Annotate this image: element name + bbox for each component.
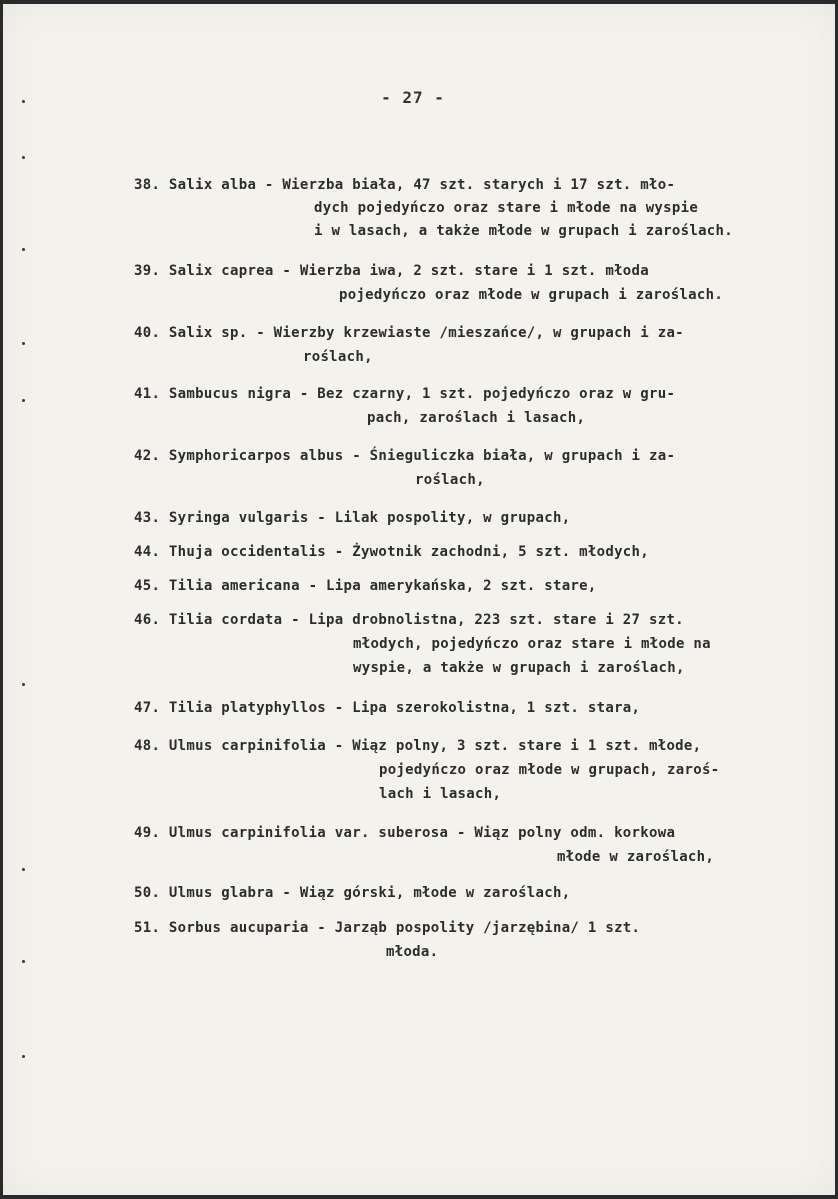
entry-46-line-2: młodych, pojedyńczo oraz stare i młode na [353, 636, 711, 652]
binder-hole-mark [22, 960, 25, 963]
entry-38-line-1: 38. Salix alba - Wierzba biała, 47 szt. starych i 17 szt. mło- [134, 177, 676, 193]
entry-46-line-1: 46. Tilia cordata - Lipa drobnolistna, 223 szt. stare i 27 szt. [134, 612, 684, 628]
entry-48-line-1: 48. Ulmus carpinifolia - Wiąz polny, 3 szt. stare i 1 szt. młode, [134, 738, 702, 754]
entry-49-line-2: młode w zaroślach, [557, 849, 715, 865]
entry-49-line-1: 49. Ulmus carpinifolia var. suberosa - Wiąz polny odm. korkowa [134, 825, 676, 841]
entry-39-line-1: 39. Salix caprea - Wierzba iwa, 2 szt. stare i 1 szt. młoda [134, 263, 649, 279]
entry-41-line-2: pach, zaroślach i lasach, [367, 410, 586, 426]
entry-41-line-1: 41. Sambucus nigra - Bez czarny, 1 szt. pojedyńczo oraz w gru- [134, 386, 676, 402]
entry-45-line-1: 45. Tilia americana - Lipa amerykańska, 2 szt. stare, [134, 578, 597, 594]
document-page [3, 4, 835, 1195]
entry-40-line-2: roślach, [303, 349, 373, 365]
entry-51-line-1: 51. Sorbus aucuparia - Jarząb pospolity /jarzębina/ 1 szt. [134, 920, 641, 936]
entry-42-line-2: roślach, [415, 472, 485, 488]
entry-42-line-1: 42. Symphoricarpos albus - Śnieguliczka biała, w grupach i za- [134, 448, 676, 464]
entry-43-line-1: 43. Syringa vulgaris - Lilak pospolity, w grupach, [134, 510, 571, 526]
binder-hole-mark [22, 342, 25, 345]
entry-48-line-3: lach i lasach, [379, 786, 502, 802]
binder-hole-mark [22, 100, 25, 103]
entry-39-line-2: pojedyńczo oraz młode w grupach i zaroślach. [339, 287, 724, 303]
binder-hole-mark [22, 868, 25, 871]
entry-47-line-1: 47. Tilia platyphyllos - Lipa szerokolistna, 1 szt. stara, [134, 700, 641, 716]
entry-44-line-1: 44. Thuja occidentalis - Żywotnik zachodni, 5 szt. młodych, [134, 544, 649, 560]
entry-38-line-3: i w lasach, a także młode w grupach i zaroślach. [314, 223, 733, 239]
entry-50-line-1: 50. Ulmus glabra - Wiąz górski, młode w zaroślach, [134, 885, 571, 901]
binder-hole-mark [22, 399, 25, 402]
binder-hole-mark [22, 156, 25, 159]
binder-hole-mark [22, 1055, 25, 1058]
entry-46-line-3: wyspie, a także w grupach i zaroślach, [353, 660, 685, 676]
entry-40-line-1: 40. Salix sp. - Wierzby krzewiaste /mieszańce/, w grupach i za- [134, 325, 684, 341]
binder-hole-mark [22, 248, 25, 251]
entry-38-line-2: dych pojedyńczo oraz stare i młode na wyspie [314, 200, 699, 216]
page-number: - 27 - [381, 88, 445, 107]
entry-48-line-2: pojedyńczo oraz młode w grupach, zaroś- [379, 762, 720, 778]
entry-51-line-2: młoda. [386, 944, 439, 960]
binder-hole-mark [22, 683, 25, 686]
